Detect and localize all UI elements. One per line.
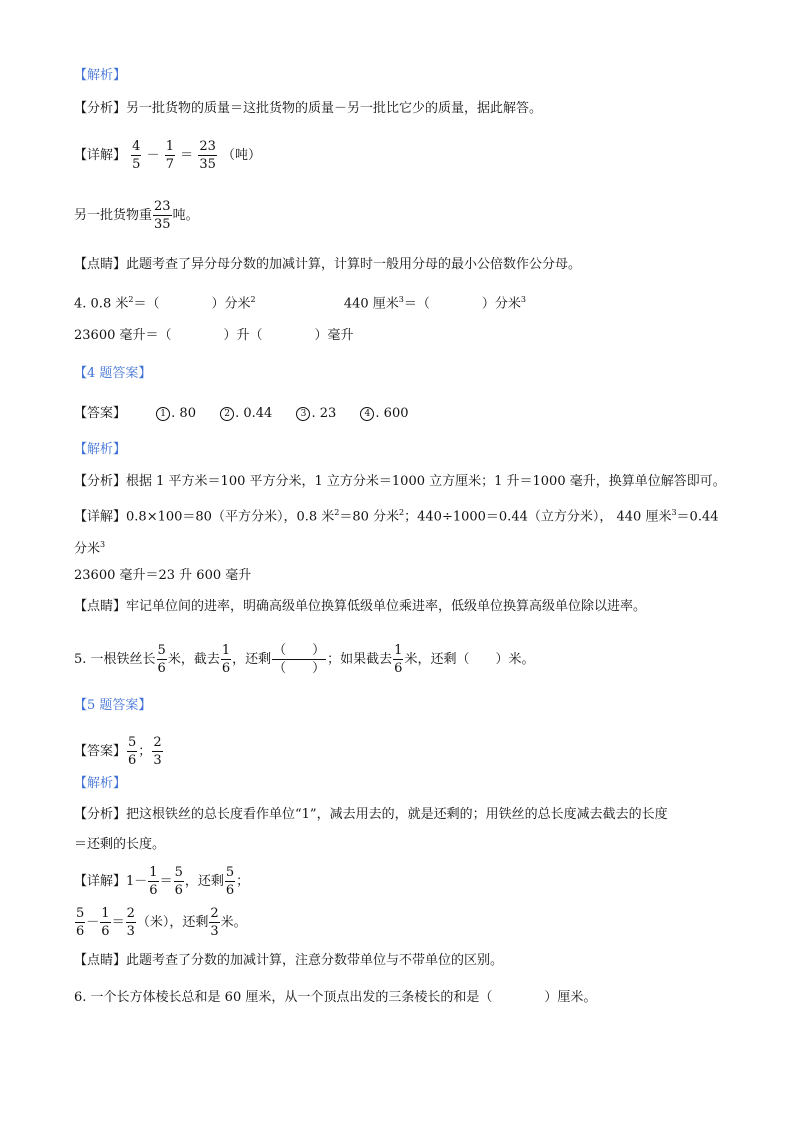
answer-item: 1 . 80 [156,404,196,424]
q4-solution-line2: 分米$^3$ [74,540,106,557]
fenxi-tag: 【分析】 [74,101,127,116]
dianjing-tag: 【点睛】 [74,257,127,272]
q3-result: 另一批货物重 $\frac{23}{35}$ 吨。 [74,199,199,232]
answer-item: 2 . 0.44 [220,404,272,424]
q4-question-line2: 23600 毫升＝（ ）升（ ）毫升 [74,328,354,343]
blank-fraction: $\frac{( )}{( )}$ [273,643,326,676]
fraction: $\frac{2}{3}$ [153,735,162,768]
q5-solution-line1: 【详解】1－ $\frac{1}{6}$ ＝ $\frac{5}{6}$ ，还剩 $\frac{5}{6}$ ； [74,865,250,898]
q5-answers: 【答案】 $\frac{5}{6}$ ； $\frac{2}{3}$ [74,735,162,768]
fraction: $\frac{5}{6}$ [76,906,85,939]
q3-analysis [74,99,542,119]
fraction: $\frac{1}{6}$ [101,906,110,939]
q5-comment: 【点睛】此题考查了分数的加减计算，注意分数带单位与不带单位的区别。 [74,953,504,968]
xiangjie-tag: 【详解】 [74,148,127,163]
unit-label: （吨） [222,148,262,163]
q4-answers [74,404,429,424]
answer-item: 3 . 23 [296,404,336,424]
answer-tag: 【答案】 [74,406,127,421]
q5-analysis-line1: 【分析】把这根铁丝的总长度看作单位“1”，减去用去的，就是还剩的；用铁丝的总长度减去截去的长度 [74,807,668,822]
fraction: $\frac{1}{6}$ [394,643,403,676]
fraction: $\frac{2}{3}$ [210,906,219,939]
fraction: $\frac{5}{6}$ [128,735,137,768]
jiexi-heading: 【解析】 [74,68,127,83]
fraction: $\frac{23}{35}$ [199,139,216,172]
q4-analysis: 【分析】根据 1 平方米＝100 平方分米，1 立方分米＝1000 立方厘米；1 升＝1000 毫升，换算单位解答即可。 [74,474,726,489]
equals-sign: ＝ [180,148,194,163]
q4-answer-header: 【4 题答案】 [74,366,152,381]
jiexi-heading: 【解析】 [74,776,127,791]
q6-question: 6. 一个长方体棱长总和是 60 厘米，从一个顶点出发的三条棱长的和是（ ）厘米。 [74,990,597,1005]
fraction: $\frac{4}{5}$ [132,139,141,172]
minus-sign: － [146,148,160,163]
fraction: $\frac{5}{6}$ [225,865,235,898]
q4-question-line1: 4. 0.8 米$^2$＝（ ）分米$^2$ 440 厘米$^3$＝（ ）分米$^3$ [74,295,526,312]
q4-comment: 【点睛】牢记单位间的进率，明确高级单位换算低级单位乘进率，低级单位换算高级单位除以进率。 [74,599,647,614]
q5-analysis-line2: ＝还剩的长度。 [74,837,166,852]
fraction: $\frac{1}{6}$ [221,643,231,676]
dianjing-text: 此题考查了异分母分数的加减计算，计算时一般用分母的最小公倍数作公分母。 [126,257,582,272]
fenxi-text: 另一批货物的质量＝这批货物的质量－另一批比它少的质量，据此解答。 [126,101,543,116]
q5-solution-line2: $\frac{5}{6}$ － $\frac{1}{6}$ ＝ $\frac{2}{3}$ （米），还剩 $\frac{2}{3}$ 米。 [76,906,247,939]
fraction: $\frac{1}{7}$ [165,139,175,172]
fraction: $\frac{1}{6}$ [149,865,158,898]
fraction: $\frac{23}{35}$ [154,199,171,232]
q3-comment [74,255,581,275]
answer-item: 4 . 600 [360,404,408,424]
q4-solution-line3: 23600 毫升＝23 升 600 毫升 [74,568,252,583]
q3-solution [74,140,261,171]
q4-solution-line1: 【详解】0.8×100＝80（平方分米），0.8 米$^2$＝80 分米$^2$；440÷1000＝0.44（立方分米）， 440 厘米$^3$＝0.44 [74,508,719,525]
jiexi-heading: 【解析】 [74,442,127,457]
q5-question: 5. 一根铁丝长 $\frac{5}{6}$ 米，截去 $\frac{1}{6}$ ，还剩 $\frac{( )}{( )}$ ；如果截去 $\frac{1}{6}$ 米，还剩（ ）米。 [74,643,535,676]
q5-answer-header: 【5 题答案】 [74,698,152,713]
fraction: $\frac{2}{3}$ [126,906,135,939]
fraction: $\frac{5}{6}$ [157,643,166,676]
fraction: $\frac{5}{6}$ [174,865,183,898]
